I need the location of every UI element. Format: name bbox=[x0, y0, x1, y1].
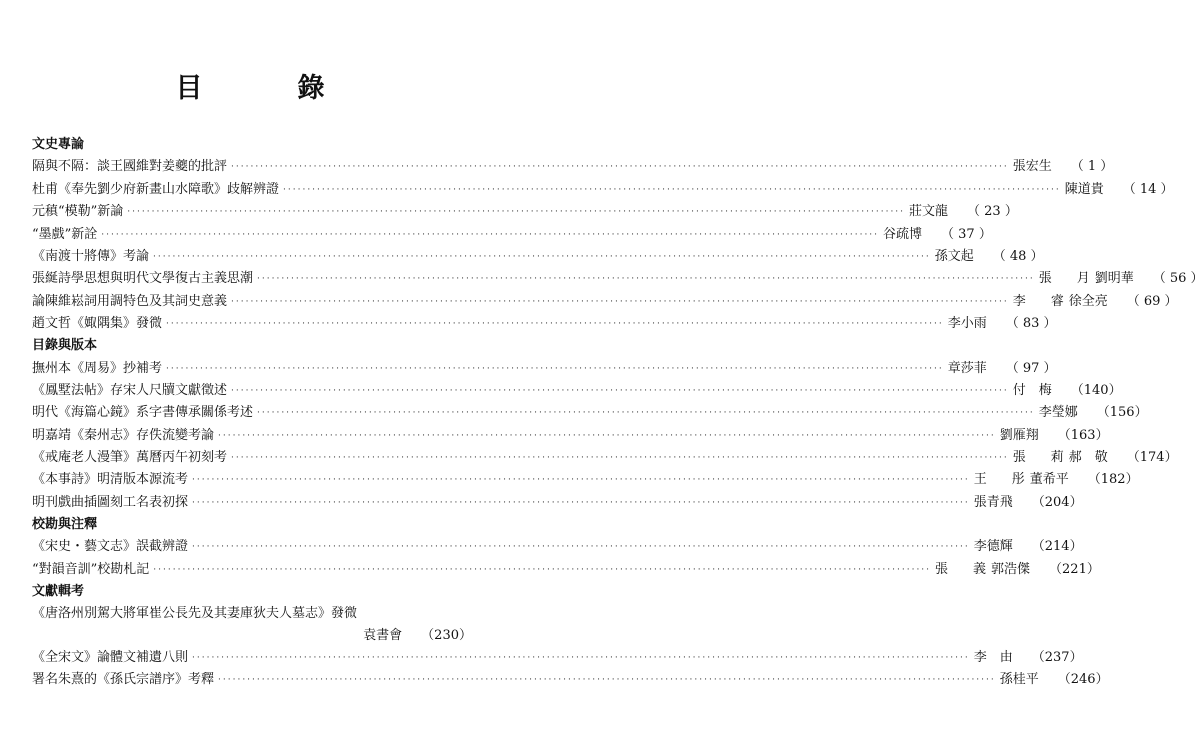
entry-title: 《本事詩》明清版本源流考 bbox=[32, 472, 189, 488]
section-heading: 文史專論 bbox=[32, 137, 85, 152]
entry-page: （214） bbox=[1031, 539, 1083, 555]
entry-title: 趙文哲《娵隅集》發微 bbox=[32, 316, 163, 332]
toc-entry[interactable] bbox=[32, 558, 1100, 580]
entry-page: （ 83 ） bbox=[1005, 316, 1057, 332]
entry-author: 袁書會 bbox=[363, 627, 403, 643]
entry-page: （156） bbox=[1096, 405, 1148, 421]
entry-page: （174） bbox=[1126, 450, 1178, 466]
toc-entry[interactable] bbox=[32, 469, 1139, 491]
entry-page: （221） bbox=[1049, 561, 1100, 577]
entry-page: （204） bbox=[1031, 494, 1083, 510]
entry-title: 《全宋文》論體文補遺八則 bbox=[32, 650, 189, 666]
entry-page: （ 37 ） bbox=[941, 226, 992, 242]
leader-dots: ································································································································································ bbox=[257, 408, 1035, 419]
toc-entry[interactable] bbox=[32, 223, 992, 245]
entry-page: （ 48 ） bbox=[992, 248, 1044, 264]
entry-page: （230） bbox=[421, 627, 472, 643]
leader-dots: ································································································································································ bbox=[192, 497, 970, 508]
toc-entry[interactable] bbox=[32, 178, 1174, 200]
entry-author: 徐全亮 bbox=[1068, 293, 1108, 309]
entry-title: 論陳維崧詞用調特色及其詞史意義 bbox=[32, 293, 228, 309]
entry-page: （246） bbox=[1057, 672, 1109, 688]
entry-author: 郝 敬 bbox=[1068, 450, 1108, 466]
entry-author: 張青飛 bbox=[973, 494, 1013, 510]
toc-entry[interactable] bbox=[32, 380, 1122, 402]
entry-author: 莊文龍 bbox=[909, 204, 949, 220]
toc-entry[interactable] bbox=[32, 536, 1083, 558]
entry-page: （237） bbox=[1031, 650, 1083, 666]
toc-entry[interactable] bbox=[32, 268, 1204, 290]
entry-title: 張綖詩學思想與明代文學復古主義思潮 bbox=[32, 271, 254, 287]
entry-page: （ 14 ） bbox=[1122, 181, 1174, 197]
leader-dots: ································································································································································ bbox=[192, 542, 970, 553]
entry-coauthor: 張 義 bbox=[935, 561, 993, 577]
entry-page: （140） bbox=[1070, 382, 1122, 398]
toc-entry[interactable] bbox=[32, 603, 472, 647]
entry-title: 《唐洛州別駕大將軍崔公長先及其妻庫狄夫人墓志》發微 bbox=[32, 605, 358, 621]
entry-title: 杜甫《奉先劉少府新畫山水障歌》歧解辨證 bbox=[32, 181, 280, 197]
entry-title: “墨戲”新詮 bbox=[32, 226, 98, 242]
entry-author: 陳道貴 bbox=[1064, 181, 1104, 197]
entry-title: “對韻音訓”校勘札記 bbox=[32, 561, 150, 577]
entry-title: 《宋史・藝文志》誤截辨證 bbox=[32, 539, 189, 555]
toc-entry[interactable] bbox=[32, 156, 1114, 178]
entry-author: 谷疏博 bbox=[883, 226, 923, 242]
toc-entry[interactable] bbox=[32, 669, 1109, 691]
entry-coauthor: 張 月 bbox=[1038, 271, 1096, 287]
section-heading: 校勘與注釋 bbox=[32, 516, 98, 532]
leader-dots: ································································································································································ bbox=[153, 251, 931, 262]
leader-dots: ································································································································································ bbox=[257, 274, 1035, 285]
leader-dots: ································································································································································ bbox=[166, 319, 944, 330]
entry-author: 劉雁翔 bbox=[999, 427, 1039, 443]
entry-author: 李德輝 bbox=[973, 539, 1013, 555]
section-heading: 文獻輯考 bbox=[32, 583, 85, 599]
toc-entry[interactable] bbox=[32, 402, 1148, 424]
entry-page: （ 1 ） bbox=[1070, 159, 1114, 175]
entry-title: 《鳳墅法帖》存宋人尺牘文獻徵述 bbox=[32, 382, 228, 398]
entry-author: 郭浩傑 bbox=[991, 561, 1031, 577]
leader-dots: ································································································································································ bbox=[231, 162, 1009, 173]
entry-author: 付 梅 bbox=[1012, 382, 1052, 398]
toc-entry[interactable] bbox=[32, 201, 1018, 223]
entry-page: （163） bbox=[1057, 427, 1109, 443]
entry-title: 明嘉靖《秦州志》存佚流變考論 bbox=[32, 427, 215, 443]
entry-author: 董希平 bbox=[1029, 472, 1069, 488]
toc-entry[interactable] bbox=[32, 246, 1044, 268]
section-heading: 目錄與版本 bbox=[32, 338, 98, 354]
toc-entry[interactable] bbox=[32, 491, 1083, 513]
entry-author: 張宏生 bbox=[1012, 159, 1052, 175]
entry-author: 孫桂平 bbox=[999, 672, 1039, 688]
toc-entry[interactable] bbox=[32, 313, 1057, 335]
leader-dots: ································································································································································ bbox=[101, 229, 880, 240]
table-of-contents bbox=[32, 134, 1204, 691]
entry-title: 《戒庵老人漫筆》萬曆丙午初刻考 bbox=[32, 450, 228, 466]
leader-dots: ································································································································································ bbox=[127, 207, 906, 218]
toc-entry[interactable] bbox=[32, 357, 1057, 379]
entry-page: （ 23 ） bbox=[967, 204, 1018, 220]
leader-dots: ································································································································································ bbox=[166, 363, 944, 374]
entry-title: 明刊戲曲插圖刻工名表初探 bbox=[32, 494, 189, 510]
entry-title: 署名朱熹的《孫氏宗譜序》考釋 bbox=[32, 672, 215, 688]
leader-dots: ································································································································································ bbox=[231, 296, 1009, 307]
toc-entry[interactable] bbox=[32, 447, 1178, 469]
leader-dots: ································································································································································ bbox=[231, 385, 1009, 396]
entry-page: （182） bbox=[1087, 472, 1139, 488]
toc-entry[interactable] bbox=[32, 647, 1083, 669]
page-title: 目 錄 bbox=[175, 73, 359, 104]
entry-page: （ 97 ） bbox=[1005, 360, 1057, 376]
toc-entry[interactable] bbox=[32, 424, 1109, 446]
leader-dots: ································································································································································ bbox=[283, 184, 1061, 195]
entry-author: 劉明華 bbox=[1094, 271, 1134, 287]
entry-title: 隔與不隔：談王國維對姜夔的批評 bbox=[32, 159, 228, 175]
entry-author: 李小雨 bbox=[947, 316, 987, 332]
leader-dots: ································································································································································ bbox=[218, 430, 996, 441]
entry-page: （ 69 ） bbox=[1126, 293, 1178, 309]
leader-dots: ································································································································································ bbox=[192, 653, 970, 664]
entry-author: 章莎菲 bbox=[947, 360, 987, 376]
entry-title: 撫州本《周易》抄補考 bbox=[32, 360, 163, 376]
entry-page: （ 56 ） bbox=[1152, 271, 1204, 287]
entry-coauthor: 李 睿 bbox=[1012, 293, 1070, 309]
leader-dots: ································································································································································ bbox=[192, 475, 970, 486]
leader-dots: ································································································································································ bbox=[231, 453, 1009, 464]
entry-coauthor: 王 彤 bbox=[973, 472, 1031, 488]
toc-entry[interactable] bbox=[32, 290, 1178, 312]
leader-dots: ································································································································································ bbox=[218, 675, 996, 686]
entry-author: 孫文起 bbox=[934, 248, 974, 264]
entry-title: 明代《海篇心鏡》系字書傳承關係考述 bbox=[32, 405, 254, 421]
entry-author: 李 由 bbox=[973, 650, 1013, 666]
entry-coauthor: 張 莉 bbox=[1012, 450, 1070, 466]
leader-dots: ································································································································································ bbox=[153, 564, 932, 575]
entry-title: 《南渡十將傳》考論 bbox=[32, 248, 150, 264]
entry-title: 元稹“模勒”新論 bbox=[32, 204, 124, 220]
entry-author: 李瑩娜 bbox=[1038, 405, 1078, 421]
